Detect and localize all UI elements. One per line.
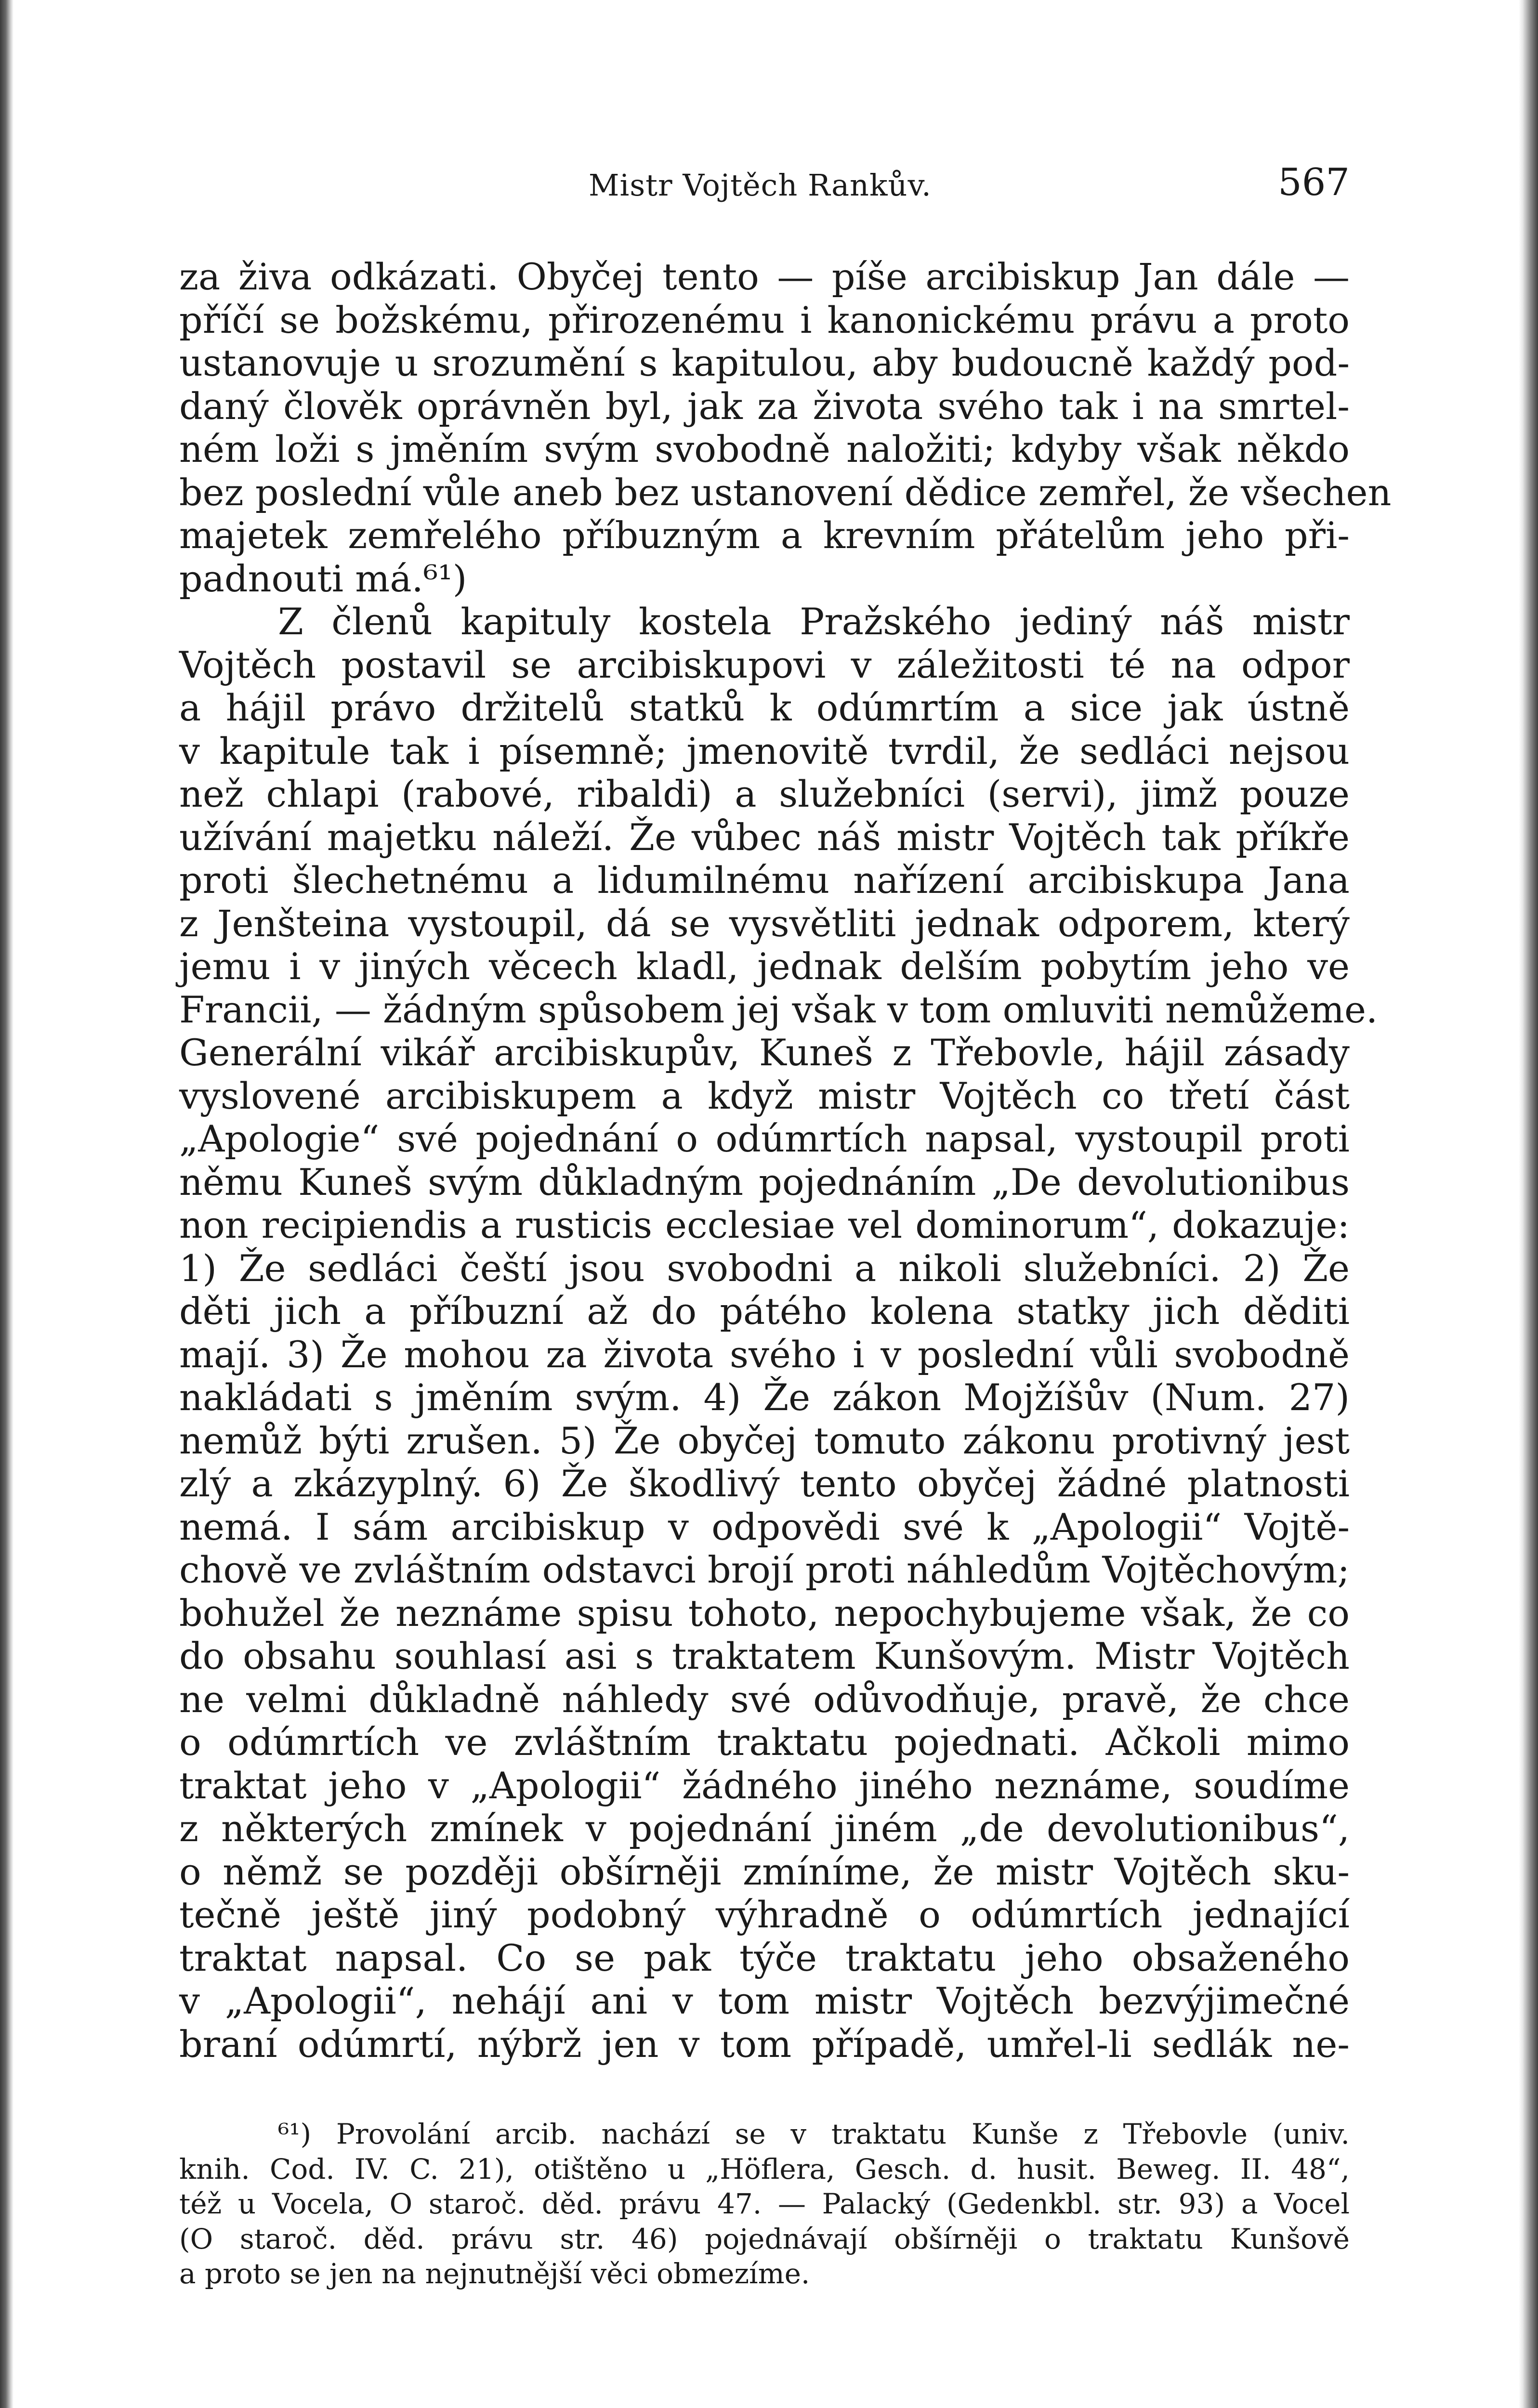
text-line: v kapitule tak i písemně; jmenovitě tvrdil, že sedláci nejsou [179, 729, 1350, 772]
text-line: vyslovené arcibiskupem a když mistr Vojtěch co třetí část [179, 1074, 1350, 1117]
text-line: ném loži s jměním svým svobodně naložiti; kdyby však někdo [179, 428, 1350, 471]
text-line: Generální vikář arcibiskupův, Kuneš z Třebovle, hájil zásady [179, 1031, 1350, 1074]
text-line: traktat jeho v „Apologii“ žádného jiného neznáme, soudíme [179, 1764, 1350, 1807]
text-line: o odúmrtích ve zvláštním traktatu pojednati. Ačkoli mimo [179, 1721, 1350, 1764]
text-line: Francii, — žádným spůsobem jej však v tom omluviti nemůžeme. [179, 988, 1378, 1031]
paragraph-start-line: Z členů kapituly kostela Pražského jediný náš mistr [278, 600, 1350, 643]
text-line: mají. 3) Že mohou za života svého i v poslední vůli svobodně [179, 1333, 1350, 1376]
text-line: příčí se božskému, přirozenému i kanonickému právu a proto [179, 298, 1350, 341]
text-line: v „Apologii“, nehájí ani v tom mistr Vojtěch bezvýjimečné [179, 1979, 1350, 2022]
text-line: zlý a zkázyplný. 6) Že škodlivý tento obyčej žádné platnosti [179, 1462, 1350, 1505]
text-line: daný člověk oprávněn byl, jak za života svého tak i na smrtel- [179, 384, 1350, 428]
text-line: ustanovuje u srozumění s kapitulou, aby budoucně každý pod- [179, 341, 1350, 384]
text-line: padnouti má.⁶¹) [179, 557, 467, 600]
body-text [179, 255, 1392, 2066]
footnote-line: knih. Cod. IV. C. 21), otištěno u „Höflera, Gesch. d. husit. Beweg. II. 48“, [179, 2152, 1350, 2186]
text-line: tečně ještě jiný podobný výhradně o odúmrtích jednající [179, 1893, 1350, 1936]
footnote-line: též u Vocela, O staroč. děd. právu 47. — Palacký (Gedenkbl. str. 93) a Vocel [179, 2187, 1350, 2220]
text-line: němu Kuneš svým důkladným pojednáním „De devolutionibus [179, 1160, 1350, 1204]
footnote-line: a proto se jen na nejnutnější věci obmezíme. [179, 2257, 810, 2290]
text-line: užívání majetku náleží. Že vůbec náš mistr Vojtěch tak příkře [179, 815, 1350, 859]
page-number: 567 [1278, 161, 1350, 204]
text-line: majetek zemřelého příbuzným a krevním přátelům jeho při- [179, 514, 1350, 557]
text-line: z Jenšteina vystoupil, dá se vysvětliti jednak odporem, který [179, 902, 1350, 945]
text-line: nemá. I sám arcibiskup v odpovědi své k „Apologii“ Vojtě- [179, 1505, 1350, 1548]
text-line: jemu i v jiných věcech kladl, jednak delším pobytím jeho ve [179, 945, 1350, 988]
text-line: ne velmi důkladně náhledy své odůvodňuje, pravě, že chce [179, 1677, 1350, 1721]
text-line: bohužel že neznáme spisu tohoto, nepochybujeme však, že co [179, 1591, 1350, 1635]
text-line: bez poslední vůle aneb bez ustanovení dědice zemřel, že všechen [179, 471, 1392, 514]
running-title: Mistr Vojtěch Rankův. [589, 168, 932, 203]
page-left-edge-shadow [0, 0, 13, 2408]
text-line: proti šlechetnému a lidumilnému nařízení arcibiskupa Jana [179, 859, 1350, 902]
text-line: chově ve zvláštním odstavci brojí proti náhledům Vojtěchovým; [179, 1548, 1350, 1591]
text-line: do obsahu souhlasí asi s traktatem Kunšovým. Mistr Vojtěch [179, 1635, 1350, 1677]
text-line: Vojtěch postavil se arcibiskupovi v záležitosti té na odpor [179, 643, 1350, 686]
text-line: „Apologie“ své pojednání o odúmrtích napsal, vystoupil proti [179, 1117, 1350, 1160]
footnote-line: ⁶¹) Provolání arcib. nachází se v traktatu Kunše z Třebovle (univ. [278, 2118, 1350, 2150]
text-line: traktat napsal. Co se pak týče traktatu jeho obsaženého [179, 1936, 1350, 1979]
text-line: než chlapi (rabové, ribaldi) a služebníci (servi), jimž pouze [179, 772, 1350, 815]
text-line: o němž se později obšírněji zmíníme, že mistr Vojtěch sku- [179, 1850, 1350, 1893]
footnotes [179, 2117, 1350, 2291]
text-line: braní odúmrtí, nýbrž jen v tom případě, umřel-li sedlák ne- [179, 2022, 1350, 2066]
text-line: nemůž býti zrušen. 5) Že obyčej tomuto zákonu protivný jest [179, 1419, 1350, 1462]
page-right-edge-shadow [1519, 0, 1538, 2408]
text-line: za živa odkázati. Obyčej tento — píše arcibiskup Jan dále — [179, 255, 1350, 298]
text-line: nakládati s jměním svým. 4) Že zákon Mojžíšův (Num. 27) [179, 1376, 1350, 1419]
text-line: 1) Že sedláci čeští jsou svobodni a nikoli služebníci. 2) Že [179, 1246, 1350, 1290]
footnote-line: (O staroč. děd. právu str. 46) pojednávají obšírněji o traktatu Kunšově [179, 2222, 1350, 2255]
running-header [179, 159, 1350, 212]
text-line: a hájil právo držitelů statků k odúmrtím a sice jak ústně [179, 686, 1350, 729]
text-line: non recipiendis a rusticis ecclesiae vel dominorum“, dokazuje: [179, 1204, 1350, 1246]
text-line: děti jich a příbuzní až do pátého kolena statky jich děditi [179, 1290, 1350, 1333]
text-line: z některých zmínek v pojednání jiném „de devolutionibus“, [179, 1807, 1350, 1850]
